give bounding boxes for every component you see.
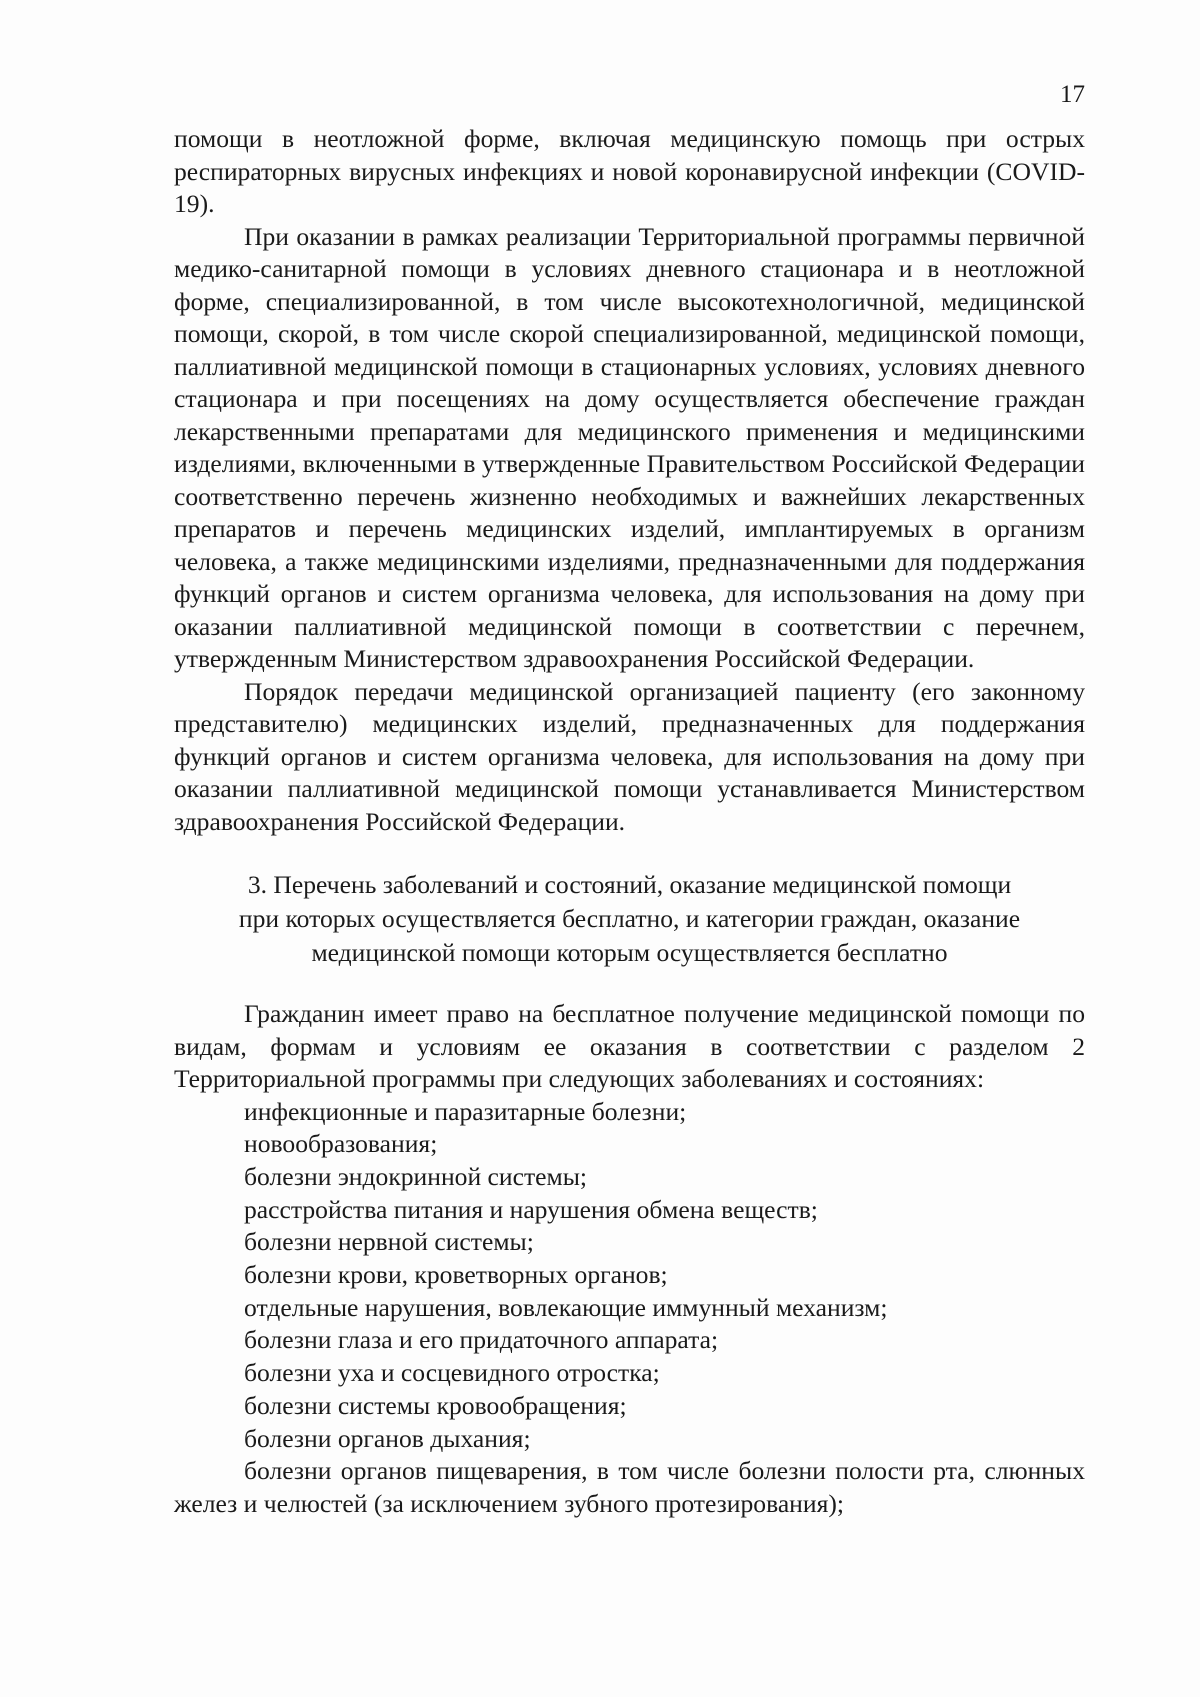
list-item: расстройства питания и нарушения обмена веществ; — [244, 1194, 818, 1224]
list-item: болезни нервной системы; — [244, 1227, 534, 1257]
list-item: болезни крови, кроветворных органов; — [244, 1260, 668, 1290]
disease-list — [174, 1096, 1085, 1521]
section-heading-line: при которых осуществляется бесплатно, и категории граждан, оказание — [238, 904, 1021, 933]
paragraph-citizen-rights: Гражданин имеет право на бесплатное получение медицинской помощи по видам, формам и условиям ее оказания в соответствии с разделом 2 Территориальной программы при следующих заболеваниях и состояниях: — [174, 999, 1085, 1093]
list-item: болезни органов дыхания; — [244, 1423, 531, 1453]
paragraph-continuation: помощи в неотложной форме, включая медицинскую помощь при острых респираторных вирусных инфекциях и новой коронавирусной инфекции (COVID-19). — [174, 124, 1085, 218]
list-item: отдельные нарушения, вовлекающие иммунный механизм; — [244, 1292, 888, 1322]
list-item: новообразования; — [244, 1129, 438, 1159]
list-item: болезни уха и сосцевидного отростка; — [244, 1358, 660, 1388]
document-body — [174, 123, 1085, 1521]
list-item: болезни органов пищеварения, в том числе болезни полости рта, слюнных желез и челюстей (за исключением зубного протезирования); — [174, 1456, 1085, 1518]
list-item: болезни эндокринной системы; — [244, 1161, 588, 1191]
paragraph-drug-provision: При оказании в рамках реализации Территориальной программы первичной медико-санитарной помощи в условиях дневного стационара и в неотложной форме, специализированной, в том числе высокотехнологичной, медицинской помощи, скорой, в том числе скорой специализированной, медицинской помощи, паллиативной медицинской помощи в стационарных условиях, условиях дневного стационара и при посещениях на дому осуществляется обеспечение граждан лекарственными препаратами для медицинского применения и медицинскими изделиями, включенными в утвержденные Правительством Российской Федерации соответственно перечень жизненно необходимых и важнейших лекарственных препаратов и перечень медицинских изделий, имплантируемых в организм человека, а также медицинскими изделиями, предназначенными для поддержания функций органов и систем организма человека, для использования на дому при оказании паллиативной медицинской помощи в соответствии с перечнем, утвержденным Министерством здравоохранения Российской Федерации. — [174, 221, 1085, 673]
section-heading-line: 3. Перечень заболеваний и состояний, оказание медицинской помощи — [247, 870, 1012, 899]
list-item: инфекционные и паразитарные болезни; — [244, 1096, 687, 1126]
page-number: 17 — [1060, 81, 1085, 108]
list-item: болезни глаза и его придаточного аппарата; — [244, 1325, 719, 1355]
list-item: болезни системы кровообращения; — [244, 1390, 627, 1420]
section-heading — [174, 868, 1085, 970]
paragraph-device-transfer: Порядок передачи медицинской организацией пациенту (его законному представителю) медицинских изделий, предназначенных для поддержания функций органов и систем организма человека, для использования на дому при оказании паллиативной медицинской помощи устанавливается Министерством здравоохранения Российской Федерации. — [174, 676, 1085, 836]
section-heading-line: медицинской помощи которым осуществляется бесплатно — [311, 938, 948, 967]
